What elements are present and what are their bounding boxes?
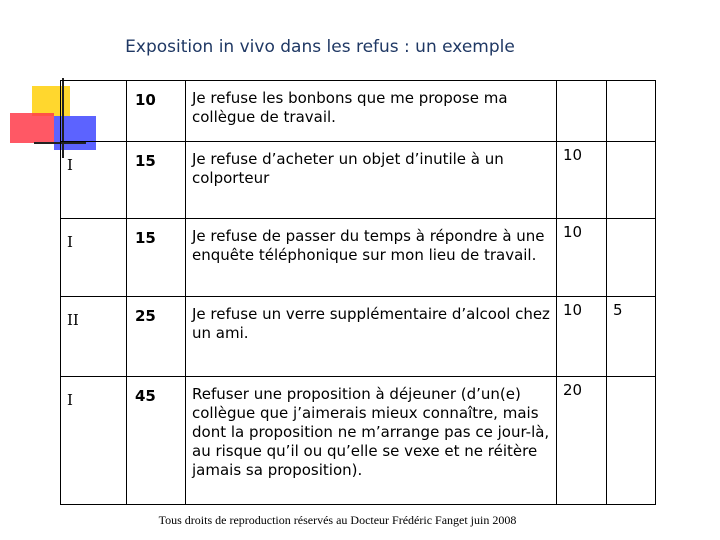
blank-cell (607, 142, 656, 219)
exposure-table (60, 80, 656, 505)
discomfort-cell: 15 (127, 142, 186, 219)
table-row (61, 297, 656, 377)
discomfort-cell: 25 (127, 297, 186, 377)
situation-cell: Je refuse les bonbons que me propose ma collègue de travail. (186, 81, 557, 142)
blank-cell (607, 219, 656, 297)
score-cell: 10 (557, 142, 607, 219)
table-row (61, 81, 656, 142)
situation-cell: Je refuse d’acheter un objet d’inutile à un colporteur (186, 142, 557, 219)
discomfort-cell: 15 (127, 219, 186, 297)
level-cell: I (61, 377, 127, 505)
situation-cell: Je refuse de passer du temps à répondre à une enquête téléphonique sur mon lieu de travail. (186, 219, 557, 297)
decorative-red-square (10, 113, 54, 143)
copyright-footer: Tous droits de reproduction réservés au Docteur Frédéric Fanget juin 2008 (158, 513, 517, 527)
situation-cell: Je refuse un verre supplémentaire d’alcool chez un ami. (186, 297, 557, 377)
table-row (61, 219, 656, 297)
score-cell: 10 (557, 297, 607, 377)
discomfort-cell: 10 (127, 81, 186, 142)
table-row (61, 142, 656, 219)
extra-score-cell: 5 (607, 297, 656, 377)
level-cell: I (61, 219, 127, 297)
blank-cell (607, 81, 656, 142)
score-cell (557, 81, 607, 142)
level-cell (61, 81, 127, 142)
situation-cell: Refuser une proposition à déjeuner (d’un(e) collègue que j’aimerais mieux connaître, mais dont la proposition ne m’arrange pas ce jour-là, au risque qu’il ou qu’elle se vexe et ne réitère jamais sa proposition). (186, 377, 557, 505)
slide-title: Exposition in vivo dans les refus : un exemple (125, 37, 515, 57)
level-cell: I (61, 142, 127, 219)
score-cell: 20 (557, 377, 607, 505)
table-row (61, 377, 656, 505)
level-cell: II (61, 297, 127, 377)
blank-cell (607, 377, 656, 505)
score-cell: 10 (557, 219, 607, 297)
discomfort-cell: 45 (127, 377, 186, 505)
